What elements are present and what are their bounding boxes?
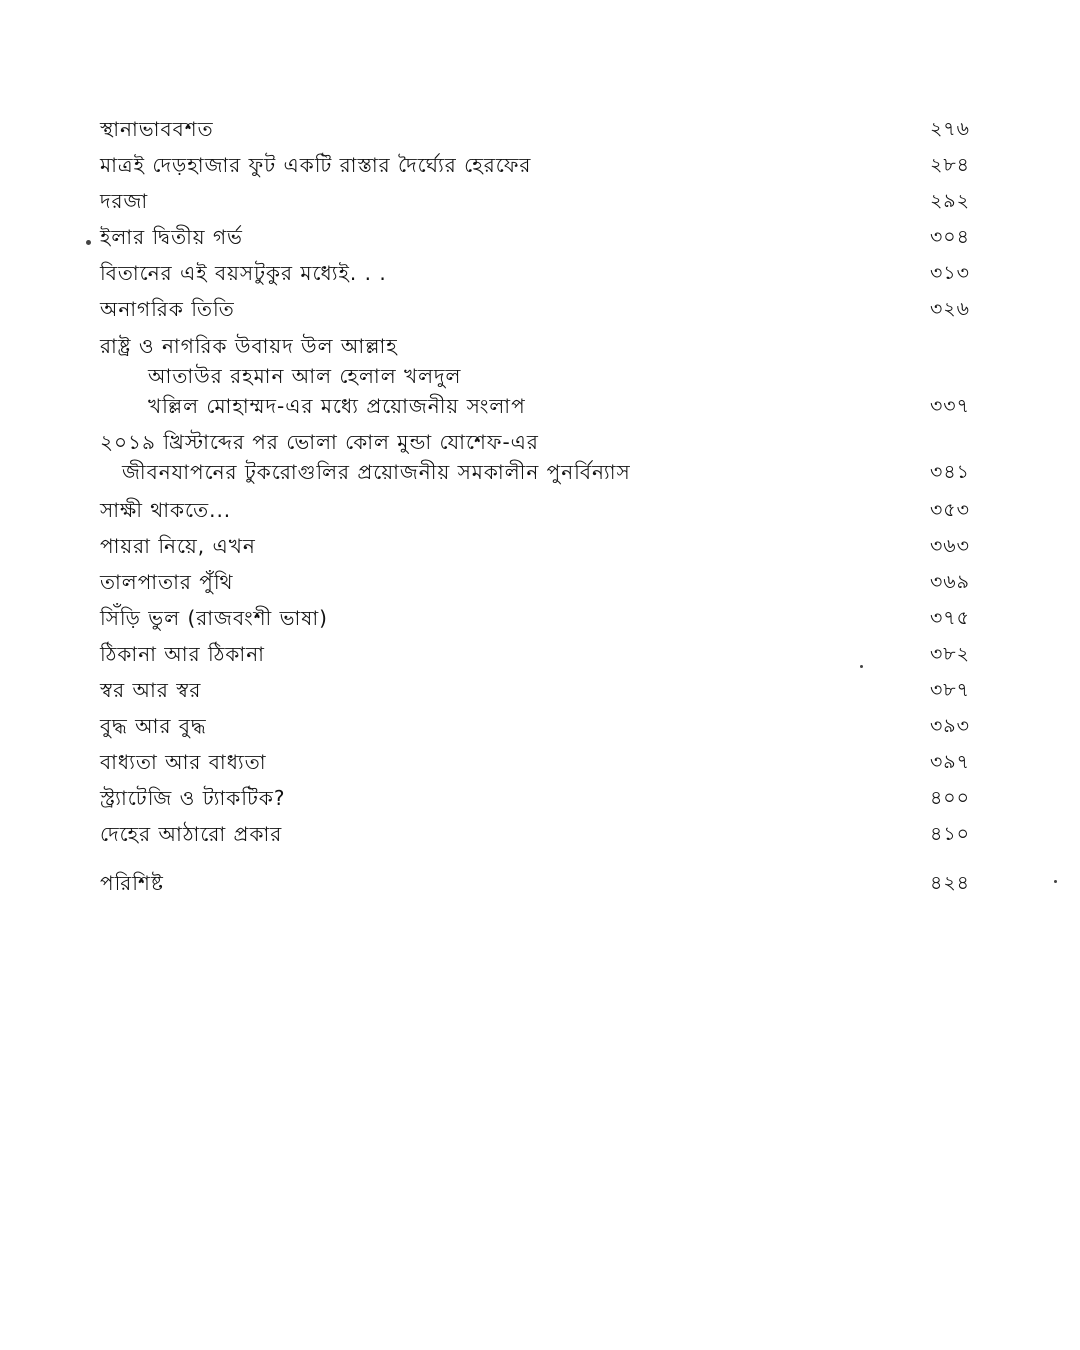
toc-entry-title: স্বর আর স্বর — [100, 678, 202, 702]
toc-entry-page: ৪১০ — [929, 823, 970, 845]
toc-entry — [0, 223, 1080, 253]
toc-entry — [0, 568, 1080, 598]
toc-entry-page: ৩৭৫ — [929, 607, 970, 629]
toc-entry-page: ৩২৬ — [929, 298, 970, 320]
toc-entry — [0, 784, 1080, 814]
toc-entry — [0, 640, 1080, 670]
toc-entry-page: ২৯২ — [929, 190, 970, 212]
toc-entry-title: দরজা — [100, 189, 149, 213]
toc-entry-page: ৩৫৩ — [929, 499, 970, 521]
toc-entry-page: ৩৯৩ — [929, 715, 970, 737]
toc-entry — [0, 187, 1080, 217]
toc-entry-title: বিতানের এই বয়সটুকুর মধ্যেই. . . — [100, 261, 387, 285]
toc-entry-title: দেহের আঠারো প্রকার — [100, 822, 283, 846]
toc-entry — [0, 604, 1080, 634]
toc-entry-title-line: জীবনযাপনের টুকরোগুলির প্রয়োজনীয় সমকালীন পুনর্বিন্যাস — [122, 460, 631, 484]
toc-entry-page: ৩৬৯ — [929, 571, 970, 593]
toc-entry-title: ২০১৯ খ্রিস্টাব্দের পর ভোলা কোল মুন্ডা যোশেফ-এর — [100, 430, 539, 454]
toc-entry-page: ৩১৩ — [929, 262, 970, 284]
toc-entry-page: ৩৩৭ — [929, 395, 970, 417]
toc-entry-title: ঠিকানা আর ঠিকানা — [100, 642, 265, 666]
toc-entry-title: স্থানাভাববশত — [100, 117, 214, 141]
toc-entry — [0, 259, 1080, 289]
toc-entry-page: ৩৪১ — [929, 461, 970, 483]
toc-entry — [0, 676, 1080, 706]
toc-entry-page: ৩৮৭ — [929, 679, 970, 701]
scan-speck — [86, 240, 91, 245]
toc-entry-title: পরিশিষ্ট — [100, 871, 164, 895]
toc-entry-continuation — [0, 362, 1080, 392]
toc-entry-title-line: খল্লিল মোহাম্মদ-এর মধ্যে প্রয়োজনীয় সংলাপ — [148, 394, 526, 418]
toc-entry-title: পায়রা নিয়ে, এখন — [100, 534, 256, 558]
scan-speck — [1054, 880, 1057, 883]
toc-entry-page: ৩০৪ — [929, 226, 970, 248]
toc-entry — [0, 151, 1080, 181]
toc-entry-page: ২৭৬ — [929, 118, 970, 140]
toc-entry-title: বুদ্ধ আর বুদ্ধ — [100, 714, 207, 738]
toc-entry-title: ইলার দ্বিতীয় গর্ভ — [100, 225, 243, 249]
toc-entry — [0, 332, 1080, 362]
toc-entry-title: মাত্রই দেড়হাজার ফুট একটি রাস্তার দৈর্ঘ্যের হেরফের — [100, 153, 532, 177]
toc-entry-page: ৩৮২ — [929, 643, 970, 665]
toc-entry-page: ৪২৪ — [929, 872, 970, 894]
toc-entry — [0, 115, 1080, 145]
toc-entry — [0, 295, 1080, 325]
toc-entry-title: স্ট্র্যাটেজি ও ট্যাকটিক? — [100, 786, 286, 810]
toc-entry — [0, 748, 1080, 778]
toc-entry — [0, 532, 1080, 562]
toc-entry-title: রাষ্ট্র ও নাগরিক উবায়দ উল আল্লাহ — [100, 334, 398, 358]
toc-entry-page: ২৮৪ — [929, 154, 970, 176]
toc-entry — [0, 496, 1080, 526]
toc-entry-title: সিঁড়ি ভুল (রাজবংশী ভাষা) — [100, 606, 328, 630]
toc-entry-continuation — [0, 392, 1080, 422]
scan-speck — [860, 665, 863, 668]
toc-entry-title: সাক্ষী থাকতে... — [100, 498, 232, 522]
toc-entry — [0, 428, 1080, 458]
toc-entry — [0, 869, 1080, 899]
toc-entry-title-line: আতাউর রহমান আল হেলাল খলদুল — [148, 364, 462, 388]
toc-entry-title: তালপাতার পুঁথি — [100, 570, 234, 594]
toc-entry-page: ৩৬৩ — [929, 535, 970, 557]
toc-entry — [0, 820, 1080, 850]
toc-entry-page: ৩৯৭ — [929, 751, 970, 773]
toc-entry-continuation — [0, 458, 1080, 488]
toc-entry-title: বাধ্যতা আর বাধ্যতা — [100, 750, 267, 774]
toc-entry-title: অনাগরিক তিতি — [100, 297, 235, 321]
toc-entry — [0, 712, 1080, 742]
toc-entry-page: ৪০০ — [929, 787, 970, 809]
